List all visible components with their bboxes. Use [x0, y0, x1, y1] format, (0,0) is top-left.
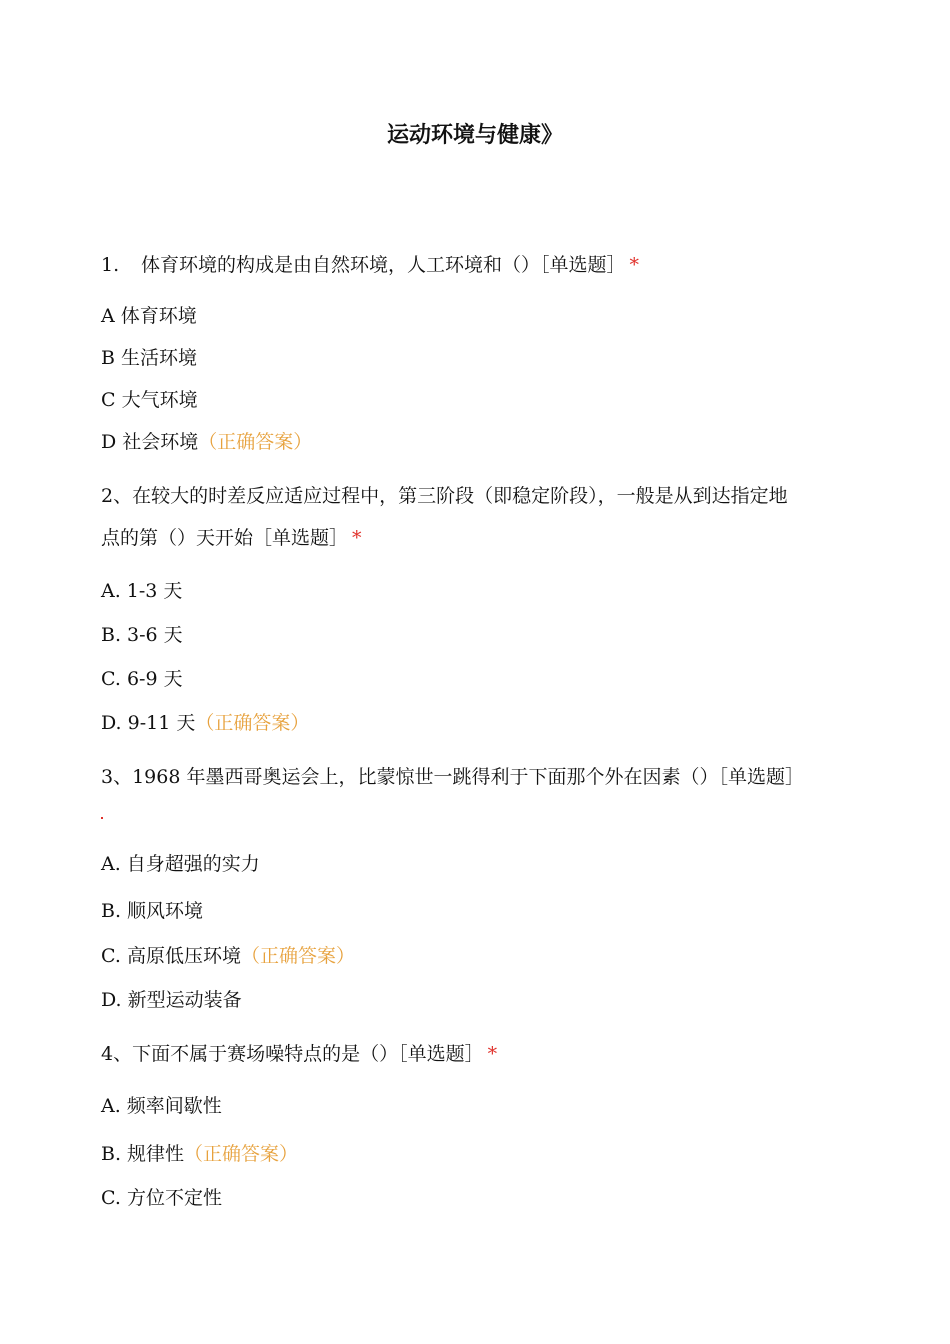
required-mark-dot	[101, 817, 103, 819]
question-2-text: 点的第（）天开始［单选题］	[101, 527, 349, 549]
correct-answer-tag: （正确答案）	[198, 431, 313, 453]
required-star: *	[352, 527, 362, 549]
q2-option-c[interactable]: C. 6-9 天	[101, 668, 183, 690]
q1-option-a[interactable]: A 体育环境	[101, 305, 197, 327]
question-1-text: 体育环境的构成是由自然环境，人工环境和（）［单选题］	[141, 254, 626, 276]
q3-option-b[interactable]: B. 顺风环境	[101, 900, 204, 922]
q2-option-d-label: D. 9-11 天	[101, 712, 196, 734]
correct-answer-tag: （正确答案）	[195, 712, 310, 734]
q4-option-b-label: B. 规律性	[101, 1143, 185, 1165]
question-1-number: 1.	[101, 254, 120, 276]
question-2-line-1: 2、在较大的时差反应适应过程中，第三阶段（即稳定阶段），一般是从到达指定地	[101, 485, 788, 507]
q2-option-a[interactable]: A. 1-3 天	[101, 580, 183, 602]
q2-option-d[interactable]	[101, 710, 309, 736]
question-4-text: 4、下面不属于赛场噪特点的是（）［单选题］	[101, 1043, 484, 1065]
q3-option-a[interactable]: A. 自身超强的实力	[101, 853, 260, 875]
required-star: *	[487, 1043, 498, 1065]
q1-option-d[interactable]	[101, 429, 312, 455]
q3-option-d[interactable]: D. 新型运动装备	[101, 989, 242, 1011]
q4-option-b[interactable]	[101, 1141, 298, 1167]
question-3: 3、1968 年墨西哥奥运会上，比蒙惊世一跳得利于下面那个外在因素（）［单选题］	[101, 766, 804, 788]
question-4	[101, 1041, 497, 1067]
q4-option-c[interactable]: C. 方位不定性	[101, 1187, 222, 1209]
q1-option-d-label: D 社会环境	[101, 431, 199, 453]
q2-option-b[interactable]: B. 3-6 天	[101, 624, 183, 646]
q1-option-c[interactable]: C 大气环境	[101, 389, 198, 411]
correct-answer-tag: （正确答案）	[240, 945, 355, 967]
required-star: *	[629, 254, 640, 276]
question-2-line-2	[101, 525, 362, 551]
question-1	[101, 252, 639, 278]
q3-option-c-label: C. 高原低压环境	[101, 945, 241, 967]
q3-option-c[interactable]	[101, 943, 355, 969]
correct-answer-tag: （正确答案）	[184, 1143, 299, 1165]
q4-option-a[interactable]: A. 频率间歇性	[101, 1095, 222, 1117]
page-title: 运动环境与健康》	[386, 123, 563, 148]
q1-option-b[interactable]: B 生活环境	[101, 347, 198, 369]
